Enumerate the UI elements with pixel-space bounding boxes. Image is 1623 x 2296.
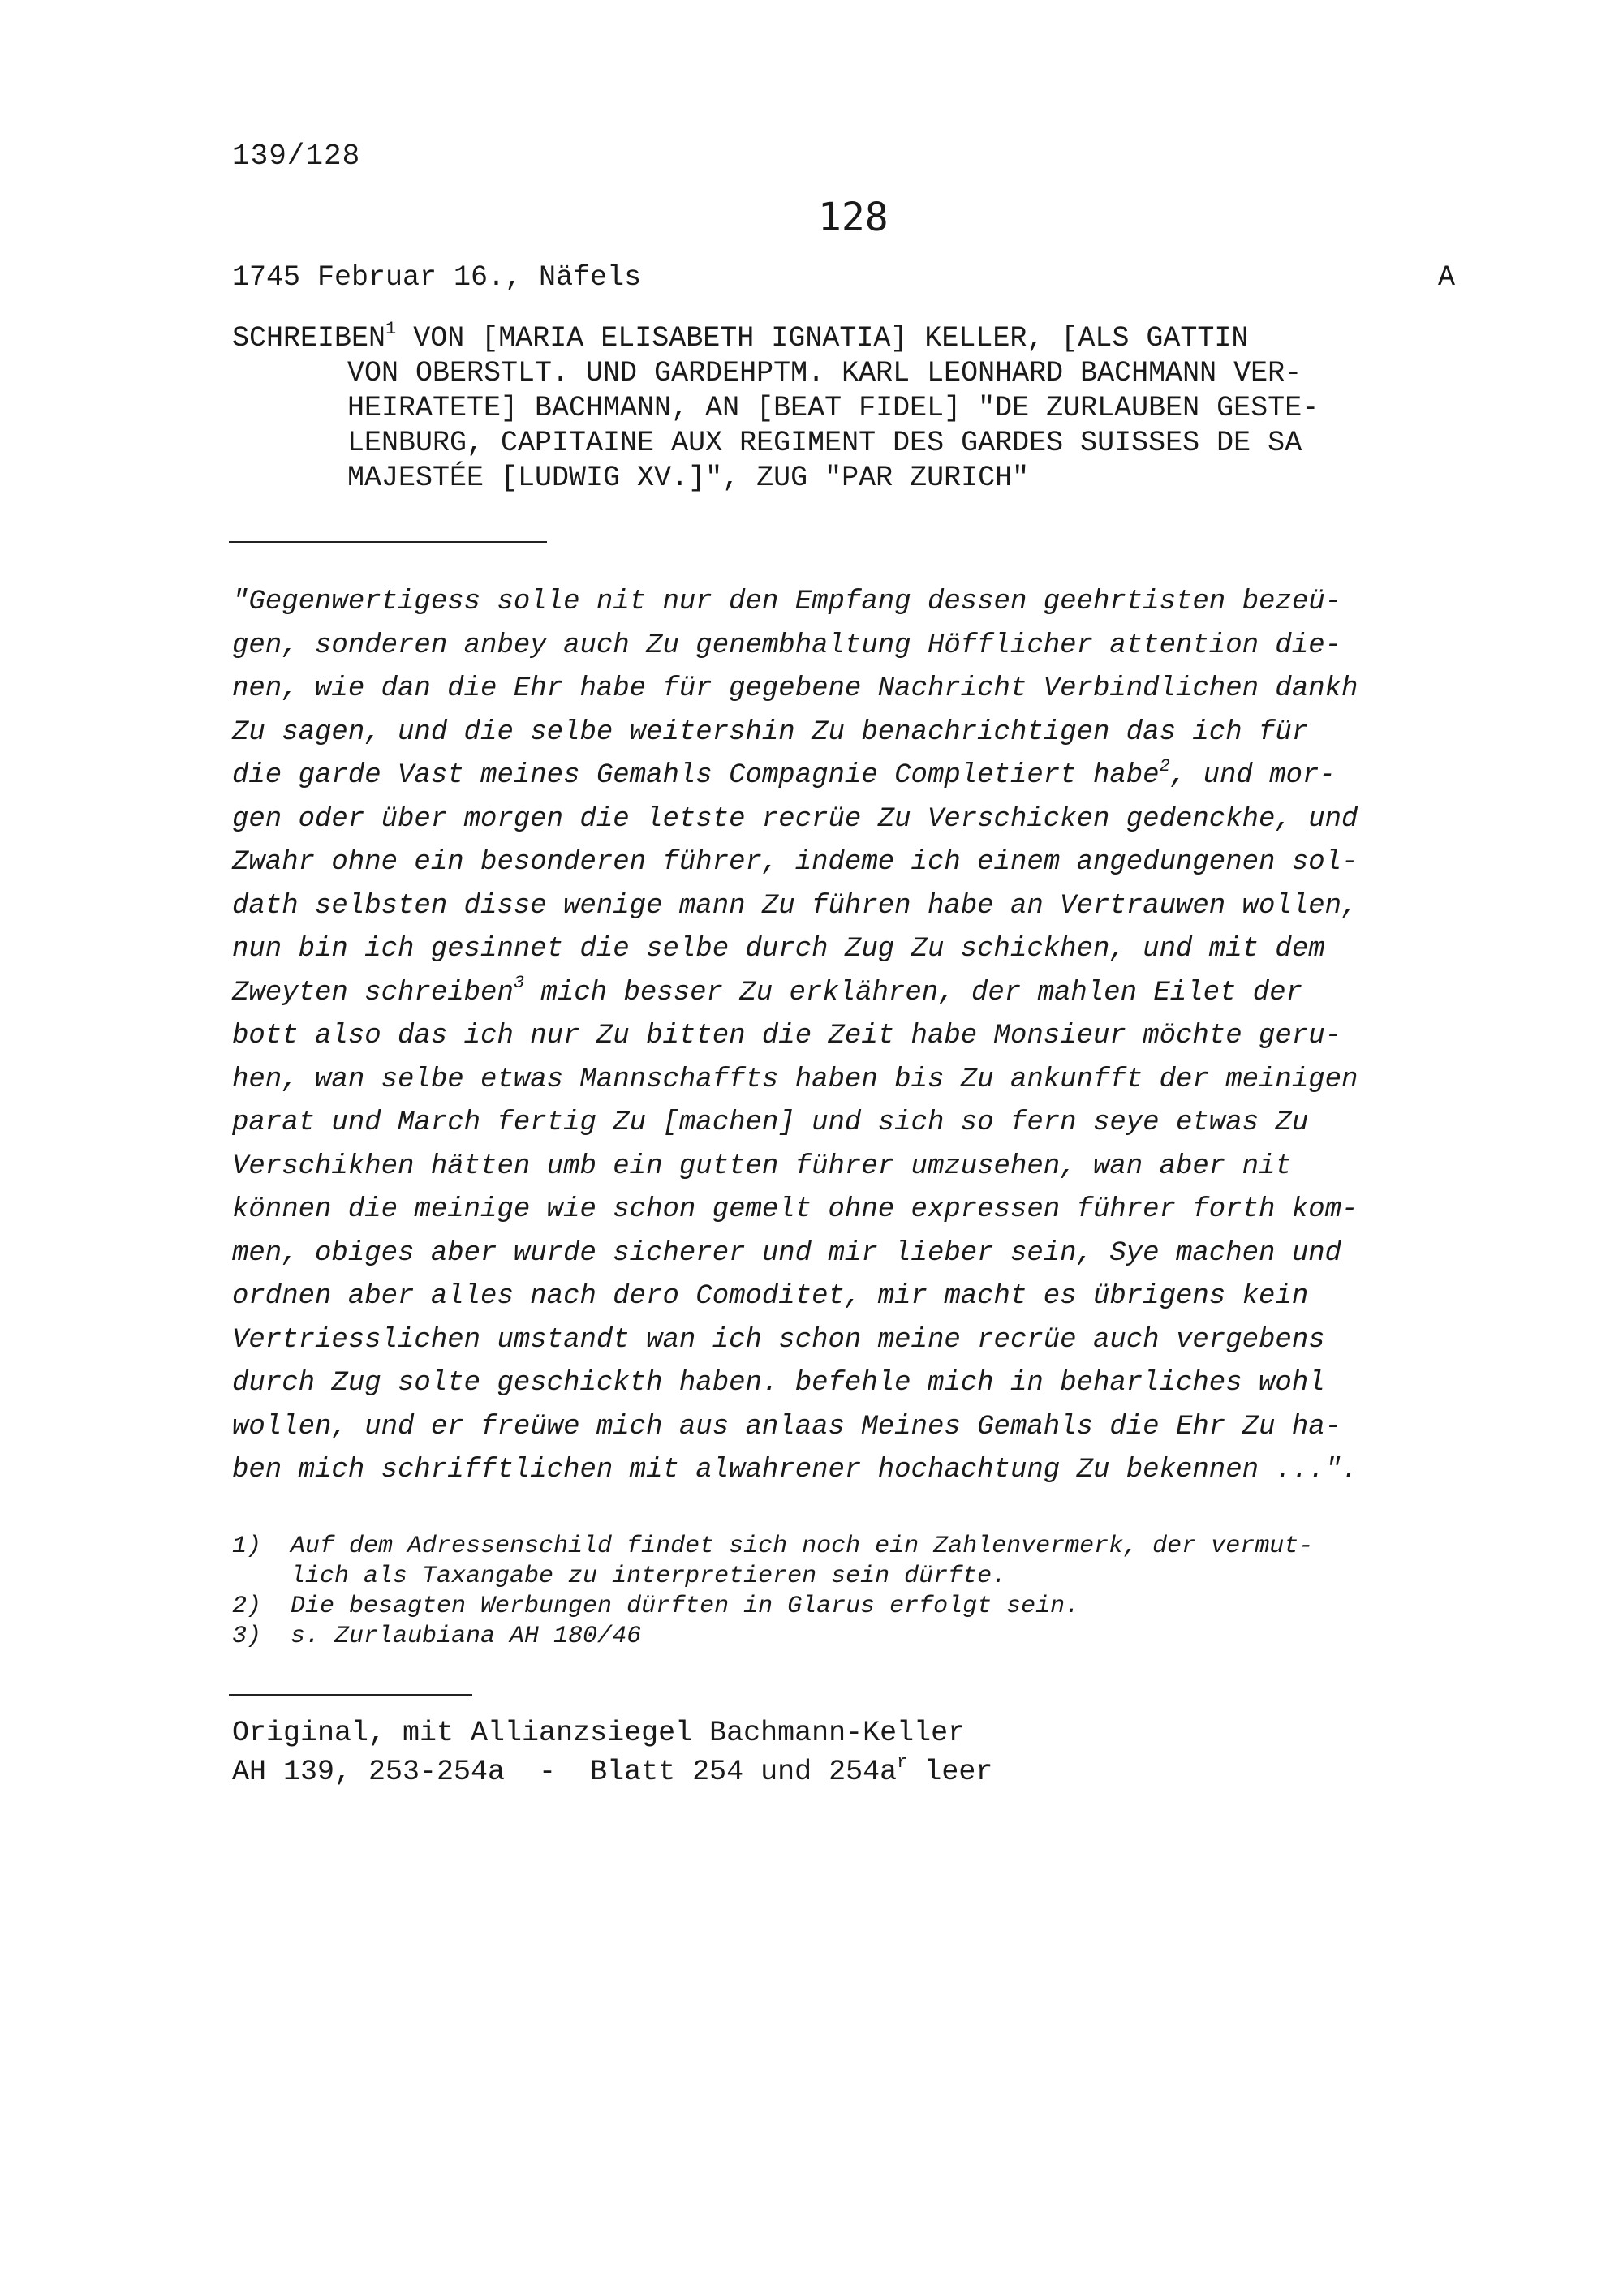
- footnote-divider: [229, 1694, 472, 1696]
- body-line: durch Zug solte geschickth haben. befehle mich in beharliches wohl: [232, 1368, 1325, 1399]
- reference-number: 139/128: [232, 140, 361, 173]
- body-line: die garde Vast meines Gemahls Compagnie Completiert habe$^2$, und mor-: [232, 755, 1336, 791]
- body-line: bott also das ich nur Zu bitten die Zeit habe Monsieur möchte geru-: [232, 1021, 1342, 1051]
- body-line: Zu sagen, und die selbe weitershin Zu benachrichtigen das ich für: [232, 716, 1309, 748]
- source-note: [232, 1713, 992, 1791]
- body-line: wollen, und er freüwe mich aus anlaas Meines Gemahls die Ehr Zu ha-: [232, 1411, 1342, 1443]
- footnote: 2) Die besagten Werbungen dürften in Glarus erfolgt sein.: [232, 1593, 1080, 1620]
- body-line: nen, wie dan die Ehr habe für gegebene Nachricht Verbindlichen dankh: [232, 673, 1358, 704]
- heading-line: MAJESTÉE [LUDWIG XV.]", ZUG "PAR ZURICH": [347, 462, 1030, 494]
- body-line: gen oder über morgen die letste recrüe Zu Verschicken gedenckhe, und: [232, 803, 1358, 835]
- category-letter: A: [1438, 261, 1456, 294]
- footnote: 3) s. Zurlaubiana AH 180/46: [232, 1623, 642, 1650]
- footnote-mark: 1: [385, 319, 397, 340]
- body-line: Vertriesslichen umstandt wan ich schon meine recrüe auch vergebens: [232, 1324, 1325, 1356]
- heading-line: VON OBERSTLT. UND GARDEHPTM. KARL LEONHARD BACHMANN VER-: [347, 357, 1302, 389]
- footnote-mark: 3: [513, 973, 525, 994]
- date-place: 1745 Februar 16., Näfels: [232, 261, 642, 294]
- footnote-mark: 2: [1159, 755, 1170, 776]
- heading-line: HEIRATETE] BACHMANN, AN [BEAT FIDEL] "DE ZURLAUBEN GESTE-: [347, 392, 1319, 424]
- heading-line: LENBURG, CAPITAINE AUX REGIMENT DES GARDES SUISSES DE SA: [347, 427, 1302, 459]
- source-line: AH 139, 253-254a - Blatt 254 und $254a^r$ leer: [232, 1752, 993, 1788]
- letter-body: [232, 581, 1498, 1493]
- document-heading: [232, 321, 1482, 496]
- footnotes: [232, 1532, 1498, 1652]
- body-line: können die meinige wie schon gemelt ohne expressen führer forth kom-: [232, 1194, 1358, 1225]
- superscript-mark: r: [897, 1752, 908, 1774]
- source-line: Original, mit Allianzsiegel Bachmann-Keller: [232, 1717, 966, 1749]
- heading-line: SCHREIBEN$^1$ VON [MARIA ELISABETH IGNATIA] KELLER, [ALS GATTIN: [232, 319, 1249, 355]
- document-number: 128: [818, 195, 889, 240]
- footnote-continuation: lich als Taxangabe zu interpretieren sein dürfte.: [291, 1563, 1007, 1590]
- body-line: gen, sonderen anbey auch Zu genembhaltung Höfflicher attention die-: [232, 630, 1342, 661]
- footnote: 1) Auf dem Adressenschild findet sich noch ein Zahlenvermerk, der vermut-: [232, 1533, 1314, 1560]
- body-line: ben mich schrifftlichen mit alwahrener hochachtung Zu bekennen ...".: [232, 1455, 1358, 1486]
- body-line: "Gegenwertigess solle nit nur den Empfang dessen geehrtisten bezeü-: [232, 587, 1342, 617]
- body-line: Zwahr ohne ein besonderen führer, indeme ich einem angedungenen sol-: [232, 847, 1358, 878]
- body-line: Zweyten schreiben$^3$ mich besser Zu erklähren, der mahlen Eilet der: [232, 973, 1303, 1008]
- body-line: parat und March fertig Zu [machen] und sich so fern seye etwas Zu: [232, 1107, 1309, 1138]
- body-line: nun bin ich gesinnet die selbe durch Zug Zu schickhen, und mit dem: [232, 934, 1325, 965]
- body-line: hen, wan selbe etwas Mannschaffts haben bis Zu ankunfft der meinigen: [232, 1064, 1358, 1095]
- body-line: dath selbsten disse wenige mann Zu führen habe an Vertrauwen wollen,: [232, 890, 1358, 922]
- body-line: Verschikhen hätten umb ein gutten führer umzusehen, wan aber nit: [232, 1150, 1292, 1182]
- body-line: ordnen aber alles nach dero Comoditet, mir macht es übrigens kein: [232, 1281, 1309, 1312]
- body-line: men, obiges aber wurde sicherer und mir lieber sein, Sye machen und: [232, 1237, 1342, 1269]
- heading-divider: [229, 541, 547, 543]
